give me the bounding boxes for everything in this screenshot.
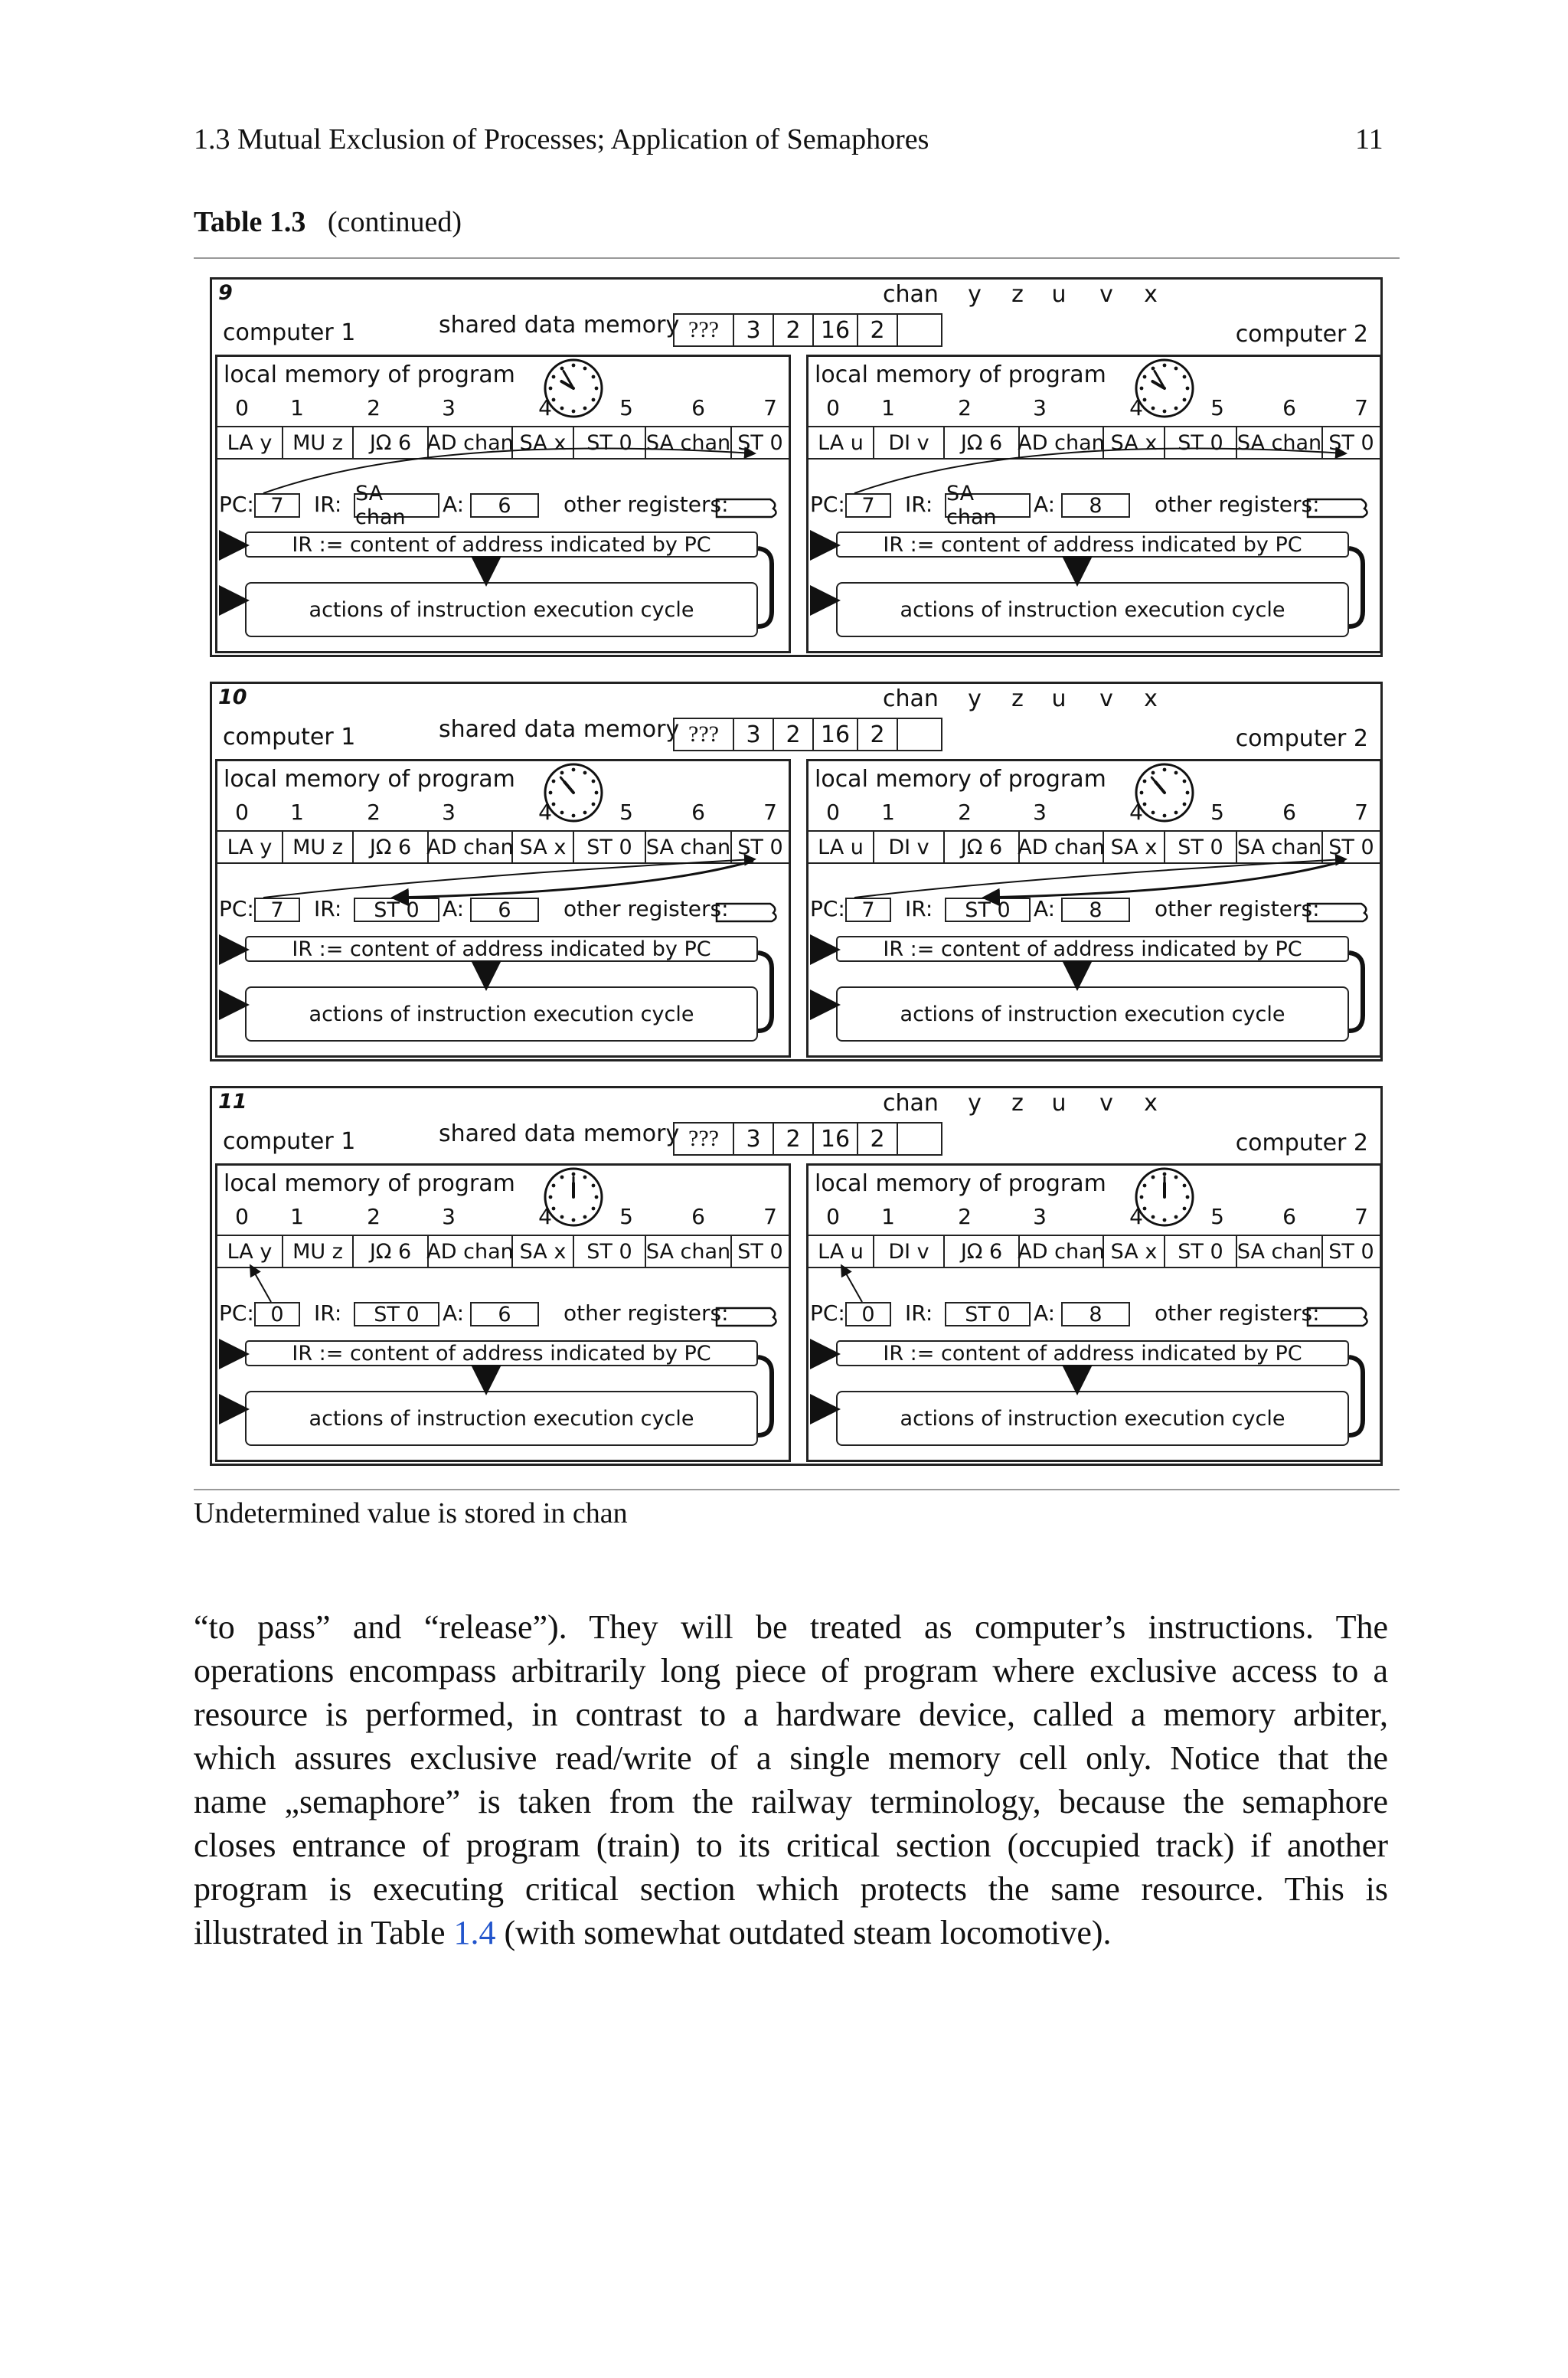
memory-address: 2 xyxy=(367,395,381,420)
a-label: A: xyxy=(1034,1300,1056,1326)
ir-register: ST 0 xyxy=(945,1302,1031,1326)
step-number: 10 xyxy=(218,685,247,709)
program-instruction-cell: SA chan xyxy=(646,427,732,458)
memory-addresses xyxy=(217,1204,789,1232)
program-instruction-cell: MU z xyxy=(283,427,354,458)
other-registers-icon xyxy=(1305,1305,1370,1328)
program-instruction-cell: AD chan xyxy=(1020,832,1104,862)
shared-memory-cells xyxy=(673,718,942,753)
computer-1-state xyxy=(215,759,791,1058)
variable-name: v xyxy=(1099,1090,1113,1117)
shared-memory-cell: 16 xyxy=(812,313,858,347)
memory-address: 2 xyxy=(958,1204,972,1229)
shared-memory-cell: 3 xyxy=(733,718,774,751)
pc-register: 7 xyxy=(254,898,300,922)
shared-memory-label: shared data memory xyxy=(439,312,680,339)
shared-memory-cells xyxy=(673,313,942,348)
variable-name: z xyxy=(1011,1090,1024,1117)
program-instruction-cell: SA x xyxy=(1104,427,1165,458)
program-instruction-cell: SA x xyxy=(513,427,574,458)
pc-register: 0 xyxy=(254,1302,300,1326)
program-instruction-cell: JΩ 6 xyxy=(354,427,429,458)
pc-label: PC: xyxy=(219,896,254,921)
pc-label: PC: xyxy=(219,492,254,517)
variable-name: v xyxy=(1099,281,1113,308)
a-label: A: xyxy=(443,492,465,517)
body-line: resource is performed, in contrast to a hardware device, called a memory arbiter, xyxy=(194,1696,1388,1733)
panel-step-11 xyxy=(210,1086,1383,1466)
shared-memory-cell: 2 xyxy=(857,1122,898,1156)
variable-name: x xyxy=(1144,685,1158,712)
program-instruction-cell: MU z xyxy=(283,832,354,862)
computer-2-state xyxy=(806,759,1382,1058)
shared-memory-cell: 2 xyxy=(773,1122,814,1156)
local-memory-label: local memory of program xyxy=(815,361,1106,388)
memory-address: 1 xyxy=(881,800,895,825)
program-instruction-cell: LA u xyxy=(808,832,874,862)
memory-address: 3 xyxy=(442,395,456,420)
shared-memory-cell: 3 xyxy=(733,313,774,347)
program-instruction-cell: ST 0 xyxy=(737,835,783,859)
a-register: 8 xyxy=(1061,493,1130,518)
program-instruction-cell: DI v xyxy=(874,427,945,458)
other-registers-label: other registers: xyxy=(1155,896,1320,921)
program-instruction-cell: SA x xyxy=(1104,1236,1165,1267)
shared-memory-cell: ??? xyxy=(673,1122,734,1156)
memory-address: 1 xyxy=(290,1204,304,1229)
memory-address: 1 xyxy=(881,1204,895,1229)
program-memory-cells xyxy=(217,426,789,460)
shared-memory-cell: 3 xyxy=(733,1122,774,1156)
memory-address: 7 xyxy=(763,1204,777,1229)
execution-cycle-step: actions of instruction execution cycle xyxy=(836,1391,1349,1446)
program-instruction-cell: ST 0 xyxy=(574,832,646,862)
ir-register: SA chan xyxy=(354,493,439,518)
ir-fetch-step: IR := content of address indicated by PC xyxy=(245,532,758,558)
ir-register: ST 0 xyxy=(945,898,1031,922)
other-registers-label: other registers: xyxy=(1155,492,1320,517)
shared-memory-cell: 2 xyxy=(857,718,898,751)
ir-fetch-step: IR := content of address indicated by PC xyxy=(836,1340,1349,1366)
ir-register: SA chan xyxy=(945,493,1031,518)
program-instruction-cell: AD chan xyxy=(1020,427,1104,458)
shared-memory-cells xyxy=(673,1122,942,1157)
program-instruction-cell: LA y xyxy=(217,1236,283,1267)
memory-address: 1 xyxy=(290,395,304,420)
table-caption xyxy=(194,205,462,239)
computer-1-label: computer 1 xyxy=(223,1128,356,1155)
ir-fetch-step: IR := content of address indicated by PC xyxy=(245,936,758,962)
registers-row xyxy=(808,1297,1380,1331)
ir-fetch-step: IR := content of address indicated by PC xyxy=(245,1340,758,1366)
program-instruction-cell: SA x xyxy=(513,1236,574,1267)
shared-memory-label: shared data memory xyxy=(439,1120,680,1147)
program-instruction-cell: DI v xyxy=(874,832,945,862)
program-instruction-cell: SA chan xyxy=(646,1236,732,1267)
memory-address: 6 xyxy=(691,800,705,825)
page-number: 11 xyxy=(1355,123,1383,155)
program-instruction-cell: SA x xyxy=(513,832,574,862)
memory-addresses xyxy=(217,395,789,423)
registers-row xyxy=(217,1297,789,1331)
ir-label: IR: xyxy=(905,1300,933,1326)
program-instruction-cell: ST 0 xyxy=(574,427,646,458)
other-registers-icon xyxy=(714,496,779,519)
registers-row xyxy=(217,893,789,927)
program-instruction-cell: LA u xyxy=(808,1236,874,1267)
computer-2-state xyxy=(806,355,1382,653)
pc-register: 7 xyxy=(254,493,300,518)
variable-name: x xyxy=(1144,1090,1158,1117)
program-instruction-cell: JΩ 6 xyxy=(945,427,1020,458)
memory-addresses xyxy=(217,800,789,827)
other-registers-label: other registers: xyxy=(564,1300,729,1326)
shared-memory-cell xyxy=(897,313,942,347)
memory-address: 1 xyxy=(881,395,895,420)
variable-name: chan xyxy=(883,281,939,308)
variable-name: x xyxy=(1144,281,1158,308)
variable-name: y xyxy=(968,1090,982,1117)
table-continued: (continued) xyxy=(327,206,462,238)
program-instruction-cell: SA chan xyxy=(1237,832,1323,862)
memory-address: 0 xyxy=(826,395,840,420)
memory-address: 5 xyxy=(1210,800,1224,825)
pc-label: PC: xyxy=(810,1300,845,1326)
program-instruction-cell: SA chan xyxy=(646,832,732,862)
pc-label: PC: xyxy=(810,492,845,517)
execution-cycle-step: actions of instruction execution cycle xyxy=(245,986,758,1042)
a-label: A: xyxy=(1034,492,1056,517)
registers-row xyxy=(808,893,1380,927)
memory-address: 0 xyxy=(235,395,249,420)
memory-address: 3 xyxy=(1033,395,1047,420)
local-memory-label: local memory of program xyxy=(815,1170,1106,1197)
local-memory-label: local memory of program xyxy=(224,1170,515,1197)
program-instruction-cell: ST 0 xyxy=(574,1236,646,1267)
variable-name: u xyxy=(1051,281,1067,308)
execution-cycle-step: actions of instruction execution cycle xyxy=(245,1391,758,1446)
pc-label: PC: xyxy=(810,896,845,921)
memory-address: 3 xyxy=(1033,800,1047,825)
memory-address: 0 xyxy=(235,1204,249,1229)
program-instruction-cell: DI v xyxy=(874,1236,945,1267)
variable-name: u xyxy=(1051,1090,1067,1117)
program-instruction-cell: MU z xyxy=(283,1236,354,1267)
program-instruction-cell: ST 0 xyxy=(737,430,783,455)
body-line: which assures exclusive read/write of a single memory cell only. Notice that the xyxy=(194,1739,1388,1777)
memory-addresses xyxy=(808,1204,1380,1232)
execution-cycle-step: actions of instruction execution cycle xyxy=(836,582,1349,637)
ir-label: IR: xyxy=(905,896,933,921)
other-registers-icon xyxy=(1305,901,1370,924)
computer-1-state xyxy=(215,1163,791,1462)
pc-label: PC: xyxy=(219,1300,254,1326)
ir-fetch-step: IR := content of address indicated by PC xyxy=(836,532,1349,558)
memory-address: 6 xyxy=(691,1204,705,1229)
variable-name: y xyxy=(968,281,982,308)
ir-label: IR: xyxy=(314,1300,342,1326)
body-line: program is executing critical section which protects the same resource. This is xyxy=(194,1870,1388,1908)
memory-address: 7 xyxy=(763,800,777,825)
computer-2-label: computer 2 xyxy=(1235,725,1368,752)
table-bottom-rule xyxy=(194,1489,1400,1490)
other-registers-label: other registers: xyxy=(1155,1300,1320,1326)
shared-memory-label: shared data memory xyxy=(439,716,680,743)
computer-2-state xyxy=(806,1163,1382,1462)
local-memory-label: local memory of program xyxy=(224,766,515,793)
table-reference-link[interactable]: 1.4 xyxy=(453,1914,496,1951)
running-header: 1.3 Mutual Exclusion of Processes; Application of Semaphores xyxy=(194,123,929,155)
memory-address: 5 xyxy=(1210,395,1224,420)
program-memory-cells xyxy=(217,830,789,864)
a-register: 8 xyxy=(1061,898,1130,922)
program-instruction-cell: ST 0 xyxy=(1165,832,1237,862)
other-registers-icon xyxy=(714,1305,779,1328)
memory-address: 3 xyxy=(442,1204,456,1229)
ir-register: ST 0 xyxy=(354,1302,439,1326)
program-instruction-cell: ST 0 xyxy=(1328,835,1374,859)
body-text-run: (with somewhat outdated steam locomotive). xyxy=(495,1914,1112,1951)
computer-1-state xyxy=(215,355,791,653)
memory-address: 6 xyxy=(1282,800,1296,825)
execution-cycle-step: actions of instruction execution cycle xyxy=(836,986,1349,1042)
program-instruction-cell: ST 0 xyxy=(1165,427,1237,458)
a-label: A: xyxy=(1034,896,1056,921)
shared-memory-cell xyxy=(897,718,942,751)
memory-address: 4 xyxy=(1129,800,1143,825)
program-instruction-cell: SA chan xyxy=(1237,427,1323,458)
shared-memory-cell: 16 xyxy=(812,1122,858,1156)
memory-address: 4 xyxy=(538,1204,552,1229)
shared-memory-cell: 16 xyxy=(812,718,858,751)
memory-addresses xyxy=(808,800,1380,827)
memory-address: 4 xyxy=(1129,395,1143,420)
program-instruction-cell: ST 0 xyxy=(737,1239,783,1264)
pc-register: 7 xyxy=(845,898,891,922)
memory-address: 2 xyxy=(367,1204,381,1229)
program-memory-cells xyxy=(808,830,1380,864)
execution-cycle-step: actions of instruction execution cycle xyxy=(245,582,758,637)
body-paragraph xyxy=(194,1605,1388,1954)
memory-address: 1 xyxy=(290,800,304,825)
program-memory-cells xyxy=(808,426,1380,460)
memory-address: 7 xyxy=(763,395,777,420)
variable-name: chan xyxy=(883,685,939,712)
memory-address: 0 xyxy=(235,800,249,825)
body-line: operations encompass arbitrarily long piece of program where exclusive access to a xyxy=(194,1652,1388,1689)
memory-address: 2 xyxy=(958,395,972,420)
shared-memory-cell xyxy=(897,1122,942,1156)
memory-address: 2 xyxy=(367,800,381,825)
program-memory-cells xyxy=(217,1235,789,1268)
local-memory-label: local memory of program xyxy=(224,361,515,388)
variable-name: y xyxy=(968,685,982,712)
program-instruction-cell: SA x xyxy=(1104,832,1165,862)
variable-name: z xyxy=(1011,685,1024,712)
shared-memory-cell: 2 xyxy=(857,313,898,347)
memory-address: 7 xyxy=(1354,395,1368,420)
program-instruction-cell: JΩ 6 xyxy=(354,832,429,862)
memory-address: 6 xyxy=(1282,395,1296,420)
other-registers-label: other registers: xyxy=(564,896,729,921)
panel-step-9 xyxy=(210,277,1383,657)
body-line: name „semaphore” is taken from the railway terminology, because the semaphore xyxy=(194,1783,1388,1820)
program-instruction-cell: LA y xyxy=(217,832,283,862)
shared-memory-cell: ??? xyxy=(673,313,734,347)
variable-name: chan xyxy=(883,1090,939,1117)
other-registers-label: other registers: xyxy=(564,492,729,517)
ir-fetch-step: IR := content of address indicated by PC xyxy=(836,936,1349,962)
program-instruction-cell: LA u xyxy=(808,427,874,458)
memory-address: 7 xyxy=(1354,800,1368,825)
program-instruction-cell: AD chan xyxy=(429,832,513,862)
pc-register: 0 xyxy=(845,1302,891,1326)
program-instruction-cell: JΩ 6 xyxy=(354,1236,429,1267)
ir-label: IR: xyxy=(905,492,933,517)
memory-address: 0 xyxy=(826,800,840,825)
table-top-rule xyxy=(194,257,1400,259)
shared-memory-cell: ??? xyxy=(673,718,734,751)
step-number: 11 xyxy=(218,1090,247,1114)
shared-memory-cell: 2 xyxy=(773,313,814,347)
memory-address: 5 xyxy=(619,800,633,825)
other-registers-icon xyxy=(1305,496,1370,519)
program-instruction-cell: ST 0 xyxy=(1165,1236,1237,1267)
memory-address: 6 xyxy=(691,395,705,420)
a-register: 6 xyxy=(470,1302,539,1326)
body-line: closes entrance of program (train) to its critical section (occupied track) if another xyxy=(194,1827,1388,1864)
program-instruction-cell: LA y xyxy=(217,427,283,458)
memory-address: 5 xyxy=(619,395,633,420)
body-line: “to pass” and “release”). They will be treated as computer’s instructions. The xyxy=(194,1608,1388,1646)
program-instruction-cell: SA chan xyxy=(1237,1236,1323,1267)
a-register: 6 xyxy=(470,493,539,518)
a-label: A: xyxy=(443,1300,465,1326)
variable-name: v xyxy=(1099,685,1113,712)
computer-1-label: computer 1 xyxy=(223,724,356,751)
memory-address: 5 xyxy=(619,1204,633,1229)
a-register: 6 xyxy=(470,898,539,922)
ir-label: IR: xyxy=(314,896,342,921)
table-label: Table 1.3 xyxy=(194,206,306,238)
program-instruction-cell: JΩ 6 xyxy=(945,1236,1020,1267)
program-instruction-cell: AD chan xyxy=(429,1236,513,1267)
variable-name: z xyxy=(1011,281,1024,308)
a-register: 8 xyxy=(1061,1302,1130,1326)
computer-2-label: computer 2 xyxy=(1235,1130,1368,1156)
program-memory-cells xyxy=(808,1235,1380,1268)
memory-address: 5 xyxy=(1210,1204,1224,1229)
panel-step-10 xyxy=(210,682,1383,1061)
memory-address: 4 xyxy=(538,395,552,420)
program-instruction-cell: ST 0 xyxy=(1328,430,1374,455)
memory-addresses xyxy=(808,395,1380,423)
memory-address: 0 xyxy=(826,1204,840,1229)
program-instruction-cell: AD chan xyxy=(1020,1236,1104,1267)
step-number: 9 xyxy=(218,281,233,305)
registers-row xyxy=(217,482,789,529)
computer-1-label: computer 1 xyxy=(223,319,356,346)
ir-register: ST 0 xyxy=(354,898,439,922)
table-footnote: Undetermined value is stored in chan xyxy=(194,1497,628,1529)
variable-name: u xyxy=(1051,685,1067,712)
shared-memory-cell: 2 xyxy=(773,718,814,751)
program-instruction-cell: JΩ 6 xyxy=(945,832,1020,862)
memory-address: 3 xyxy=(442,800,456,825)
a-label: A: xyxy=(443,896,465,921)
memory-address: 4 xyxy=(538,800,552,825)
local-memory-label: local memory of program xyxy=(815,766,1106,793)
memory-address: 7 xyxy=(1354,1204,1368,1229)
memory-address: 4 xyxy=(1129,1204,1143,1229)
computer-2-label: computer 2 xyxy=(1235,321,1368,348)
body-line-last xyxy=(194,1911,1388,1954)
registers-row xyxy=(808,482,1380,529)
ir-label: IR: xyxy=(314,492,342,517)
memory-address: 2 xyxy=(958,800,972,825)
memory-address: 3 xyxy=(1033,1204,1047,1229)
program-instruction-cell: ST 0 xyxy=(1328,1239,1374,1264)
memory-address: 6 xyxy=(1282,1204,1296,1229)
pc-register: 7 xyxy=(845,493,891,518)
body-text-run: illustrated in Table xyxy=(194,1914,454,1951)
other-registers-icon xyxy=(714,901,779,924)
program-instruction-cell: AD chan xyxy=(429,427,513,458)
